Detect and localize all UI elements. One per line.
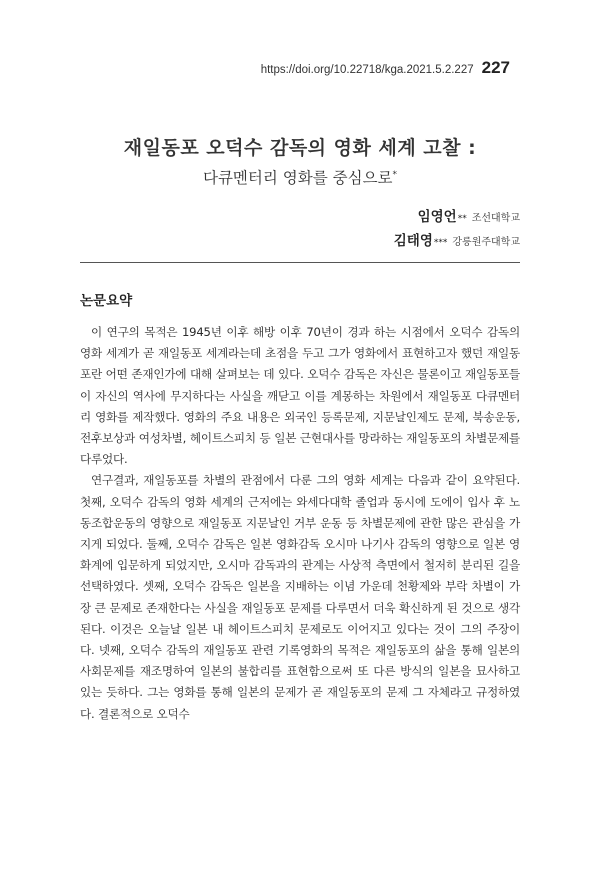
article-title: 재일동포 오덕수 감독의 영화 세계 고찰 : <box>123 137 477 159</box>
subtitle-footnote-mark: * <box>392 169 398 180</box>
abstract-paragraph: 연구결과, 재일동포를 차별의 관점에서 다룬 그의 영화 세계는 다음과 같이 요약된다. 첫째, 오덕수 감독의 영화 세계의 근저에는 와세다대학 졸업과 동시에 도에이 입사 후 노동조합운동의 영향으로 재일동포 지문날인 거부 운동 등 차별문제에 관한 많은 관심을 가지게 되었다. 둘째, 오덕수 감독은 일본 영화감독 오시마 나기사 감독의 영향으로 일본 영화계에 입문하게 되었지만, 오시마 감독과의 관계는 사상적 측면에서 철저히 분리된 길을 선택하였다. 셋째, 오덕수 감독은 일본을 지배하는 이념 가운데 천황제와 부락 차별이 가장 큰 문제로 존재한다는 사실을 재일동포 문제를 다루면서 더욱 확신하게 된 것으로 생각된다. 이것은 오늘날 일본 내 헤이트스피치 문제로도 이어지고 있다는 것이 그의 주장이다. 넷째, 오덕수 감독의 재일동포 관련 기록영화의 목적은 재일동포의 삶을 통해 일본의 사회문제를 재조명하여 일본의 불합리를 표현함으로써 또 다른 방식의 일본을 묘사하고 있는 듯하다. 그는 영화를 통해 일본의 문제가 곧 재일동포의 문제 그 자체라고 규정하였다. 결론적으로 오덕수 <box>80 473 520 721</box>
doi-link[interactable]: https://doi.org/10.22718/kga.2021.5.2.227 <box>260 64 474 76</box>
abstract-heading: 논문요약 <box>80 293 133 309</box>
author-entry <box>394 229 520 253</box>
page-number: 227 <box>481 58 510 77</box>
author-list <box>394 205 520 253</box>
abstract-paragraph: 이 연구의 목적은 1945년 이후 해방 이후 70년이 경과 하는 시점에서 오덕수 감독의 영화 세계가 곧 재일동포 세계라는데 초점을 두고 그가 영화에서 표현하고자 했던 재일동포란 어떤 존재인가에 대해 살펴보는 데 있다. 오덕수 감독은 자신은 물론이고 재일동포들이 자신의 역사에 무지하다는 사실을 깨닫고 이를 계몽하는 차원에서 재일동포 다큐멘터리 영화를 제작했다. 영화의 주요 내용은 외국인 등록문제, 지문날인제도 문제, 북송운동, 전후보상과 여성차별, 헤이트스피치 등 일본 근현대사를 망라하는 재일동포의 차별문제를 다루었다. <box>80 325 520 467</box>
article-subtitle <box>0 166 600 188</box>
author-name: 김태영 <box>393 233 433 249</box>
author-footnote-mark: ** <box>457 214 467 224</box>
subtitle-text: 다큐멘터리 영화를 중심으로 <box>202 169 393 187</box>
title-block <box>0 133 600 188</box>
author-affiliation: 강릉원주대학교 <box>452 237 520 248</box>
abstract-body <box>80 322 520 725</box>
author-footnote-mark: *** <box>433 238 448 248</box>
author-affiliation: 조선대학교 <box>471 213 520 224</box>
page-header <box>261 58 510 78</box>
section-divider <box>80 262 520 263</box>
author-entry <box>394 205 520 229</box>
author-name: 임영언 <box>417 209 457 225</box>
